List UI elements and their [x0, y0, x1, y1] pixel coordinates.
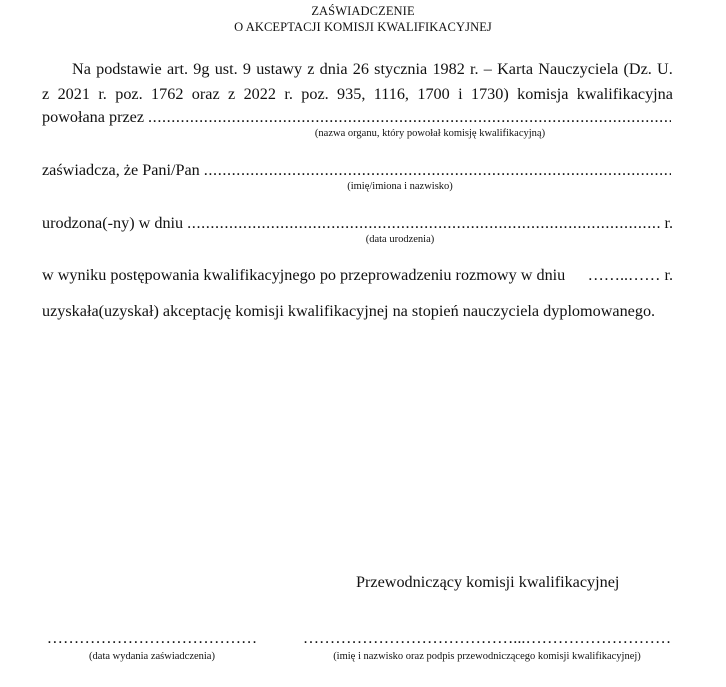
signature-caption: (imię i nazwisko oraz podpis przewodniczącego komisji kwalifikacyjnej): [333, 651, 641, 662]
paragraph-line-1: [72, 60, 673, 79]
paragraph-word: 2021: [57, 85, 90, 103]
paragraph-word: –: [483, 60, 492, 78]
person-name-dotted-line[interactable]: [204, 161, 671, 180]
signature-dots[interactable]: …………………………………...………………………: [302, 629, 672, 647]
paragraph-word: 1116,: [373, 85, 409, 103]
paragraph-word: 1700: [417, 85, 450, 103]
birth-date-dotted-line[interactable]: [187, 214, 662, 233]
paragraph-word: 2022: [243, 85, 276, 103]
person-name-field: [42, 161, 673, 180]
paragraph-word: 1730): [470, 85, 509, 103]
birth-date-label: urodzona(-ny) w dniu: [42, 214, 184, 232]
paragraph-word: U.: [657, 60, 673, 78]
appointing-body-dotted-line[interactable]: [148, 108, 671, 127]
paragraph-word: (Dz.: [623, 60, 652, 78]
person-name-label: zaświadcza, że Pani/Pan: [42, 161, 200, 179]
paragraph-word: z: [42, 85, 50, 103]
paragraph-word: poz.: [115, 85, 143, 103]
paragraph-word: r.: [470, 60, 479, 78]
appointing-body-field: [42, 108, 673, 127]
paragraph-word: 1982: [432, 60, 465, 78]
paragraph-word: 9g: [193, 60, 210, 78]
person-name-caption: (imię/imiona i nazwisko): [347, 181, 453, 192]
chairman-title: Przewodniczący komisji kwalifikacyjnej: [356, 573, 620, 591]
paragraph-word: 26: [352, 60, 369, 78]
paragraph-word: i: [458, 85, 463, 103]
issue-date-caption: (data wydania zaświadczenia): [89, 651, 215, 662]
document-title: ZAŚWIADCZENIE: [311, 4, 415, 18]
interview-text: w wyniku postępowania kwalifikacyjnego po przeprowadzeniu rozmowy w dniu: [42, 266, 566, 284]
paragraph-word: z: [228, 85, 236, 103]
paragraph-word: 1762: [151, 85, 184, 103]
paragraph-word: ust.: [214, 60, 238, 78]
paragraph-line-2: [42, 85, 673, 104]
document-subtitle: O AKCEPTACJI KOMISJI KWALIFIKACYJNEJ: [234, 20, 492, 34]
paragraph-word: 9: [242, 60, 251, 78]
interview-date-dots[interactable]: ……..……: [587, 266, 661, 284]
paragraph-word: art.: [166, 60, 189, 78]
interview-date-suffix: r.: [664, 266, 673, 284]
paragraph-word: r.: [98, 85, 107, 103]
birth-date-field: [42, 214, 673, 233]
paragraph-word: dnia: [319, 60, 348, 78]
paragraph-word: ustawy: [256, 60, 303, 78]
paragraph-word: kwalifikacyjna: [576, 85, 673, 103]
result-line: uzyskała(uzyskał) akceptację komisji kwalifikacyjnej na stopień nauczyciela dyplomowanego.: [42, 302, 656, 320]
paragraph-word: z: [307, 60, 315, 78]
paragraph-word: podstawie: [96, 60, 162, 78]
birth-date-caption: (data urodzenia): [365, 234, 435, 245]
birth-date-suffix: r.: [664, 214, 673, 232]
paragraph-word: 935,: [337, 85, 366, 103]
interview-line: [42, 266, 673, 285]
issue-date-dots[interactable]: …………………………………: [46, 629, 258, 647]
paragraph-word: poz.: [301, 85, 329, 103]
paragraph-word: Na: [72, 60, 91, 78]
paragraph-word: stycznia: [374, 60, 428, 78]
paragraph-word: oraz: [191, 85, 220, 103]
paragraph-word: Karta: [497, 60, 534, 78]
appointing-body-caption: (nazwa organu, który powołał komisję kwalifikacyjną): [314, 128, 546, 139]
paragraph-word: r.: [284, 85, 293, 103]
paragraph-word: Nauczyciela: [538, 60, 619, 78]
appointing-body-label: powołana przez: [42, 108, 145, 126]
paragraph-word: komisja: [517, 85, 569, 103]
